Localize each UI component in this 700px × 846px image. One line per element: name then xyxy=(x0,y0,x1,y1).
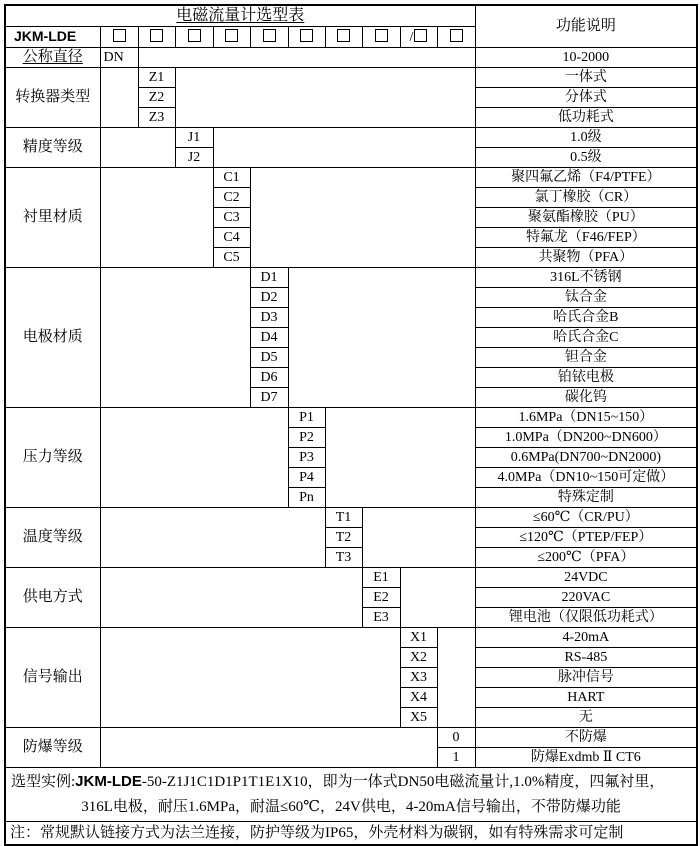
table-row xyxy=(5,48,697,68)
model-prefix: JKM-LDE xyxy=(5,27,100,48)
option-description: 低功耗式 xyxy=(475,108,697,128)
option-code: D7 xyxy=(250,388,288,408)
selection-example xyxy=(5,768,697,822)
option-description: 1.0MPa（DN200~DN600） xyxy=(475,428,697,448)
option-description: 锂电池（仅限低功耗式） xyxy=(475,608,697,628)
section-label: 供电方式 xyxy=(5,568,100,628)
selection-table xyxy=(4,4,698,846)
example-model: JKM-LDE xyxy=(75,773,142,790)
option-code: C1 xyxy=(213,168,250,188)
option-description: 防爆Exdmb Ⅱ CT6 xyxy=(475,748,697,768)
checkbox-icon[interactable] xyxy=(113,29,126,42)
option-code: D4 xyxy=(250,328,288,348)
spacer-cell xyxy=(100,408,288,508)
option-code: T2 xyxy=(325,528,362,548)
table-row xyxy=(5,268,697,288)
option-code: DN xyxy=(100,48,138,68)
blank-cell xyxy=(362,508,475,568)
option-code: D6 xyxy=(250,368,288,388)
option-description: 哈氏合金C xyxy=(475,328,697,348)
option-code: T1 xyxy=(325,508,362,528)
option-description: 不防爆 xyxy=(475,728,697,748)
spacer-cell xyxy=(100,568,362,628)
option-code: Z3 xyxy=(138,108,175,128)
option-description: 碳化钨 xyxy=(475,388,697,408)
example-text: -50-Z1J1C1D1P1T1E1X10，即为一体式DN50电磁流量计,1.0%精度，四氟衬里， xyxy=(141,774,665,790)
checkbox-icon[interactable] xyxy=(225,29,238,42)
option-description: 脉冲信号 xyxy=(475,668,697,688)
code-checkbox-cell xyxy=(362,27,400,48)
spacer-cell xyxy=(100,628,400,728)
example-prefix: 选型实例: xyxy=(11,774,76,790)
code-checkbox-cell xyxy=(325,27,362,48)
section-label: 压力等级 xyxy=(5,408,100,508)
section-label: 温度等级 xyxy=(5,508,100,568)
option-code: D3 xyxy=(250,308,288,328)
option-description: 聚四氟乙烯（F4/PTFE） xyxy=(475,168,697,188)
blank-cell xyxy=(138,48,475,68)
code-checkbox-cell xyxy=(213,27,250,48)
option-code: J2 xyxy=(175,148,213,168)
option-code: X4 xyxy=(400,688,437,708)
table-title: 电磁流量计选型表 xyxy=(5,5,475,27)
option-description: 钽合金 xyxy=(475,348,697,368)
table-row xyxy=(5,728,697,748)
option-description: 聚氨酯橡胶（PU） xyxy=(475,208,697,228)
checkbox-icon[interactable] xyxy=(337,29,350,42)
option-code: X5 xyxy=(400,708,437,728)
section-label: 防爆等级 xyxy=(5,728,100,768)
example-line2: 316L电极，耐压1.6MPa，耐温≤60℃，24V供电，4-20mA信号输出，不带防爆功能 xyxy=(81,799,621,815)
section-label: 精度等级 xyxy=(5,128,100,168)
option-description: HART xyxy=(475,688,697,708)
spacer-cell xyxy=(100,128,175,168)
option-code: P3 xyxy=(288,448,325,468)
table-row xyxy=(5,508,697,528)
option-code: P2 xyxy=(288,428,325,448)
option-description: ≤60℃（CR/PU） xyxy=(475,508,697,528)
section-label: 转换器类型 xyxy=(5,68,100,128)
blank-cell xyxy=(400,568,475,628)
option-code: P4 xyxy=(288,468,325,488)
option-description: 0.5级 xyxy=(475,148,697,168)
option-description: 220VAC xyxy=(475,588,697,608)
blank-cell xyxy=(437,628,475,728)
table-row xyxy=(5,168,697,188)
function-column-header: 功能说明 xyxy=(475,5,697,48)
option-code: 0 xyxy=(437,728,475,748)
option-description: 共聚物（PFA） xyxy=(475,248,697,268)
code-checkbox-cell xyxy=(288,27,325,48)
option-description: 316L不锈钢 xyxy=(475,268,697,288)
section-label: 信号输出 xyxy=(5,628,100,728)
checkbox-icon[interactable] xyxy=(450,29,463,42)
option-code: T3 xyxy=(325,548,362,568)
option-code: D2 xyxy=(250,288,288,308)
spacer-cell xyxy=(100,508,325,568)
section-label: 公称直径 xyxy=(5,48,100,68)
option-description: 24VDC xyxy=(475,568,697,588)
footnote: 注：常规默认链接方式为法兰连接，防护等级为IP65，外壳材料为碳钢，如有特殊需求可定制 xyxy=(5,822,697,846)
checkbox-icon[interactable] xyxy=(375,29,388,42)
blank-cell xyxy=(175,68,475,128)
code-checkbox-cell xyxy=(437,27,475,48)
option-description: ≤120℃（PTEP/FEP） xyxy=(475,528,697,548)
option-description: 10-2000 xyxy=(475,48,697,68)
option-description: 特殊定制 xyxy=(475,488,697,508)
section-label: 电极材质 xyxy=(5,268,100,408)
table-row xyxy=(5,568,697,588)
option-code: C5 xyxy=(213,248,250,268)
table-row xyxy=(5,408,697,428)
option-code: E1 xyxy=(362,568,400,588)
option-code: 1 xyxy=(437,748,475,768)
blank-cell xyxy=(325,408,475,508)
option-code: X3 xyxy=(400,668,437,688)
option-description: 特氟龙（F46/FEP） xyxy=(475,228,697,248)
option-description: 0.6MPa(DN700~DN2000) xyxy=(475,448,697,468)
section-label: 衬里材质 xyxy=(5,168,100,268)
code-checkbox-cell xyxy=(100,27,138,48)
option-description: 一体式 xyxy=(475,68,697,88)
option-description: 分体式 xyxy=(475,88,697,108)
checkbox-icon[interactable] xyxy=(188,29,201,42)
table-header-row xyxy=(5,5,697,27)
option-code: E2 xyxy=(362,588,400,608)
code-checkbox-cell xyxy=(138,27,175,48)
blank-cell xyxy=(250,168,475,268)
table-row xyxy=(5,128,697,148)
option-description: 1.0级 xyxy=(475,128,697,148)
code-checkbox-cell xyxy=(250,27,288,48)
table-row xyxy=(5,628,697,648)
spacer-cell xyxy=(100,168,213,268)
spacer-cell xyxy=(100,268,250,408)
option-code: X2 xyxy=(400,648,437,668)
checkbox-icon[interactable] xyxy=(300,29,313,42)
option-description: 哈氏合金B xyxy=(475,308,697,328)
option-description: 4-20mA xyxy=(475,628,697,648)
checkbox-icon[interactable] xyxy=(414,29,427,42)
option-description: 1.6MPa（DN15~150） xyxy=(475,408,697,428)
example-row xyxy=(5,768,697,822)
option-code: C4 xyxy=(213,228,250,248)
option-description: ≤200℃（PFA） xyxy=(475,548,697,568)
spacer-cell xyxy=(100,728,437,768)
example-line1 xyxy=(6,769,696,795)
table-row xyxy=(5,68,697,88)
option-code: X1 xyxy=(400,628,437,648)
option-code: D5 xyxy=(250,348,288,368)
option-description: 钛合金 xyxy=(475,288,697,308)
option-description: 氯丁橡胶（CR） xyxy=(475,188,697,208)
option-description: 铂铱电极 xyxy=(475,368,697,388)
slash-separator: / xyxy=(409,29,414,45)
option-description: 无 xyxy=(475,708,697,728)
option-description: 4.0MPa（DN10~150可定做） xyxy=(475,468,697,488)
option-description: RS-485 xyxy=(475,648,697,668)
option-code: D1 xyxy=(250,268,288,288)
code-checkbox-cell xyxy=(400,27,437,48)
option-code: J1 xyxy=(175,128,213,148)
option-code: C2 xyxy=(213,188,250,208)
blank-cell xyxy=(288,268,475,408)
option-code: Z1 xyxy=(138,68,175,88)
option-code: C3 xyxy=(213,208,250,228)
blank-cell xyxy=(213,128,475,168)
checkbox-icon[interactable] xyxy=(263,29,276,42)
footnote-row xyxy=(5,822,697,846)
spacer-cell xyxy=(100,68,138,128)
checkbox-icon[interactable] xyxy=(150,29,163,42)
option-code: P1 xyxy=(288,408,325,428)
option-code: Z2 xyxy=(138,88,175,108)
option-code: Pn xyxy=(288,488,325,508)
option-code: E3 xyxy=(362,608,400,628)
code-checkbox-cell xyxy=(175,27,213,48)
